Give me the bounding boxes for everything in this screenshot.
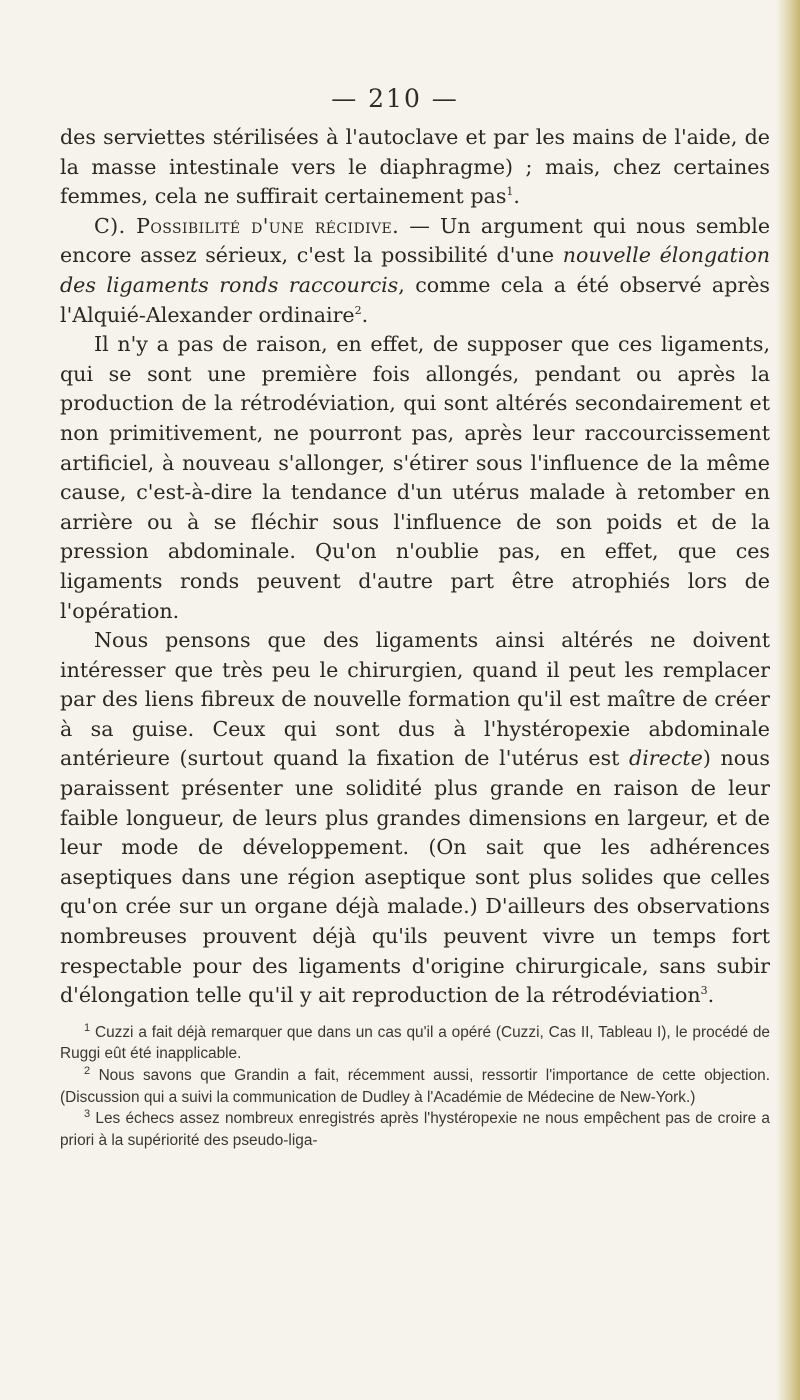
section-heading: C). Possibilité d'une récidive. <box>94 213 400 238</box>
paragraph-4-emphasis: directe <box>629 746 703 771</box>
page-number: — 210 — <box>331 84 459 113</box>
paragraph-1-text: des serviettes stérilisées à l'autoclave et par les mains de l'aide, de la masse intestinale vers le diaphragme) ; mais, chez certaines femmes, cela ne suffirait certainement pas <box>60 125 770 209</box>
footnotes <box>60 1022 770 1152</box>
footnote-1 <box>60 1022 770 1065</box>
footnote-3-text: Les échecs assez nombreux enregistrés après l'hystéropexie ne nous empêchent pas de croire a priori à la supériorité des pseudo-liga- <box>60 1110 770 1149</box>
footnote-ref-1: 1 <box>506 185 514 199</box>
footnote-2-text: Nous savons que Grandin a fait, récemment aussi, ressortir l'importance de cette objection. (Discussion qui a suivi la communication de Dudley à l'Académie de Médecine de New-York.) <box>60 1067 770 1106</box>
paragraph-2-end: . <box>361 302 369 327</box>
footnote-2-mark: 2 <box>84 1064 91 1077</box>
footnote-2 <box>60 1065 770 1108</box>
footnote-ref-2: 2 <box>354 303 362 317</box>
paragraph-2-rest: , comme cela a été observé après l'Alquié-Alexander ordinaire <box>60 272 770 327</box>
paragraph-2-text: — Un argument qui nous semble encore assez sérieux, c'est la possibilité d'une <box>60 213 771 268</box>
paragraph-1 <box>60 123 770 212</box>
paragraph-4-rest: ) nous paraissent présenter une solidité plus grande en raison de leur faible longueur, de leurs plus grandes dimensions en largeur, et de leur mode de développement. (On sait que les adhérences aseptiques dans une région aseptique sont plus solides que celles qu'on crée sur un organe déjà malade.) D'ailleurs des observations nombreuses prouvent déjà qu'ils peuvent vivre un temps fort respectable pour des ligaments d'origine chirurgicale, sans subir d'élongation telle qu'il y ait reproduction de la rétrodéviation <box>60 746 770 1008</box>
book-page <box>60 84 770 1151</box>
paragraph-3: Il n'y a pas de raison, en effet, de supposer que ces ligaments, qui se sont une première fois allongés, pendant ou après la production de la rétrodéviation, qui sont altérés secondairement et non primitivement, ne pourront pas, après leur raccourcissement artificiel, à nouveau s'allonger, s'étirer sous l'influence de la même cause, c'est-à-dire la tendance d'un utérus malade à retomber en arrière ou à se fléchir sous l'influence de son poids et de la pression abdominale. Qu'on n'oublie pas, en effet, que ces ligaments ronds peuvent d'autre part être atrophiés lors de l'opération. <box>60 332 770 623</box>
scan-page-edge <box>776 0 800 1400</box>
footnote-3-mark: 3 <box>84 1108 91 1121</box>
paragraph-1-end: . <box>513 184 520 209</box>
footnote-3 <box>60 1108 770 1151</box>
footnote-1-text: Cuzzi a fait déjà remarquer que dans un cas qu'il a opéré (Cuzzi, Cas II, Tableau I), le procédé de Ruggi eût été inapplicable. <box>60 1023 770 1063</box>
paragraph-2-emphasis: nouvelle élongation des ligaments ronds raccourcis <box>60 243 770 297</box>
paragraph-4 <box>60 626 770 1011</box>
paragraph-4-text: Nous pensons que des ligaments ainsi altérés ne doivent intéresser que très peu le chirurgien, quand il peut les remplacer par des liens fibreux de nouvelle formation qu'il est maître de créer à sa guise. Ceux qui sont dus à l'hystéropexie abdominale antérieure (surtout quand la fixation de l'utérus est <box>60 628 770 771</box>
footnote-1-mark: 1 <box>84 1021 91 1034</box>
paragraph-2 <box>60 212 770 330</box>
paragraph-4-end: . <box>707 983 715 1008</box>
footnote-ref-3: 3 <box>700 984 708 998</box>
